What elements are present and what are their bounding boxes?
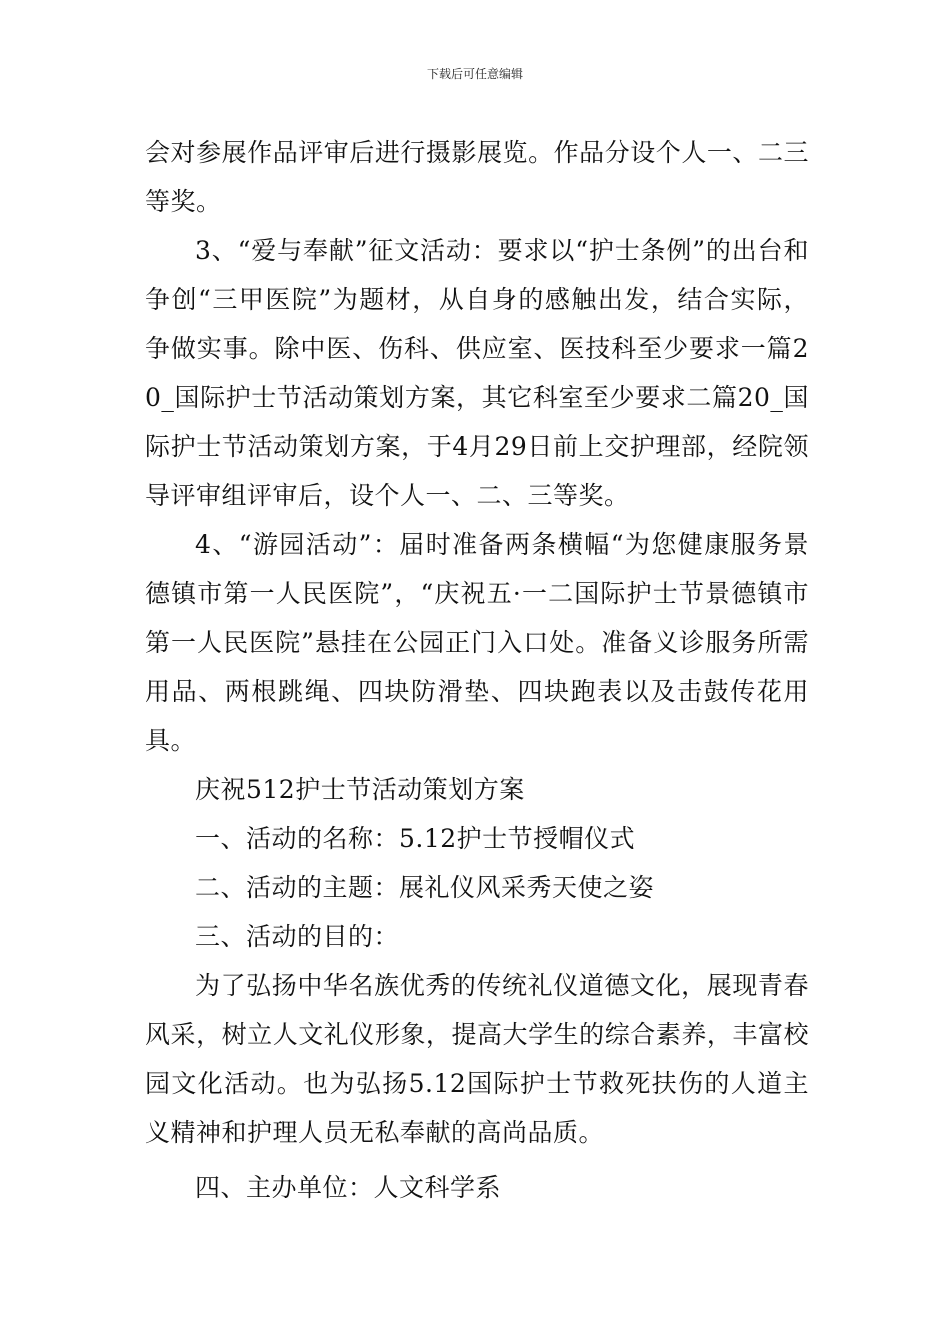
organizer: 四、主办单位：人文科学系 [195,1173,502,1202]
section-title: 庆祝512护士节活动策划方案 [195,775,525,804]
paragraph-essay-activity: 3、“爱与奉献”征文活动：要求以“护士条例”的出台和争创“三甲医院”为题材，从自身的感触出发，结合实际，争做实事。除中医、伤科、供应室、医技科至少要求一篇20_国际护士节活动策划方案，其它科室至少要求二篇20_国际护士节活动策划方案，于4月29日前上交护理部，经院领导评审组评审后，设个人一、二、三等奖。 [145,236,809,510]
page-header-note: 下载后可任意编辑 [426,67,523,81]
document-body [145,128,809,1212]
paragraph-garden-activity: 4、“游园活动”：届时准备两条横幅“为您健康服务景德镇市第一人民医院”，“庆祝五·一二国际护士节景德镇市第一人民医院”悬挂在公园正门入口处。准备义诊服务所需用品、两根跳绳、四块防滑垫、四块跑表以及击鼓传花用具。 [145,530,809,755]
activity-purpose-heading: 三、活动的目的： [195,922,400,951]
activity-name: 一、活动的名称：5.12护士节授帽仪式 [195,824,636,853]
paragraph-exhibition: 会对参展作品评审后进行摄影展览。作品分设个人一、二三等奖。 [145,138,809,216]
activity-theme: 二、活动的主题：展礼仪风采秀天使之姿 [195,873,655,902]
activity-purpose-text: 为了弘扬中华名族优秀的传统礼仪道德文化，展现青春风采，树立人文礼仪形象，提高大学生的综合素养，丰富校园文化活动。也为弘扬5.12国际护士节救死扶伤的人道主义精神和护理人员无私奉献的高尚品质。 [145,971,809,1147]
